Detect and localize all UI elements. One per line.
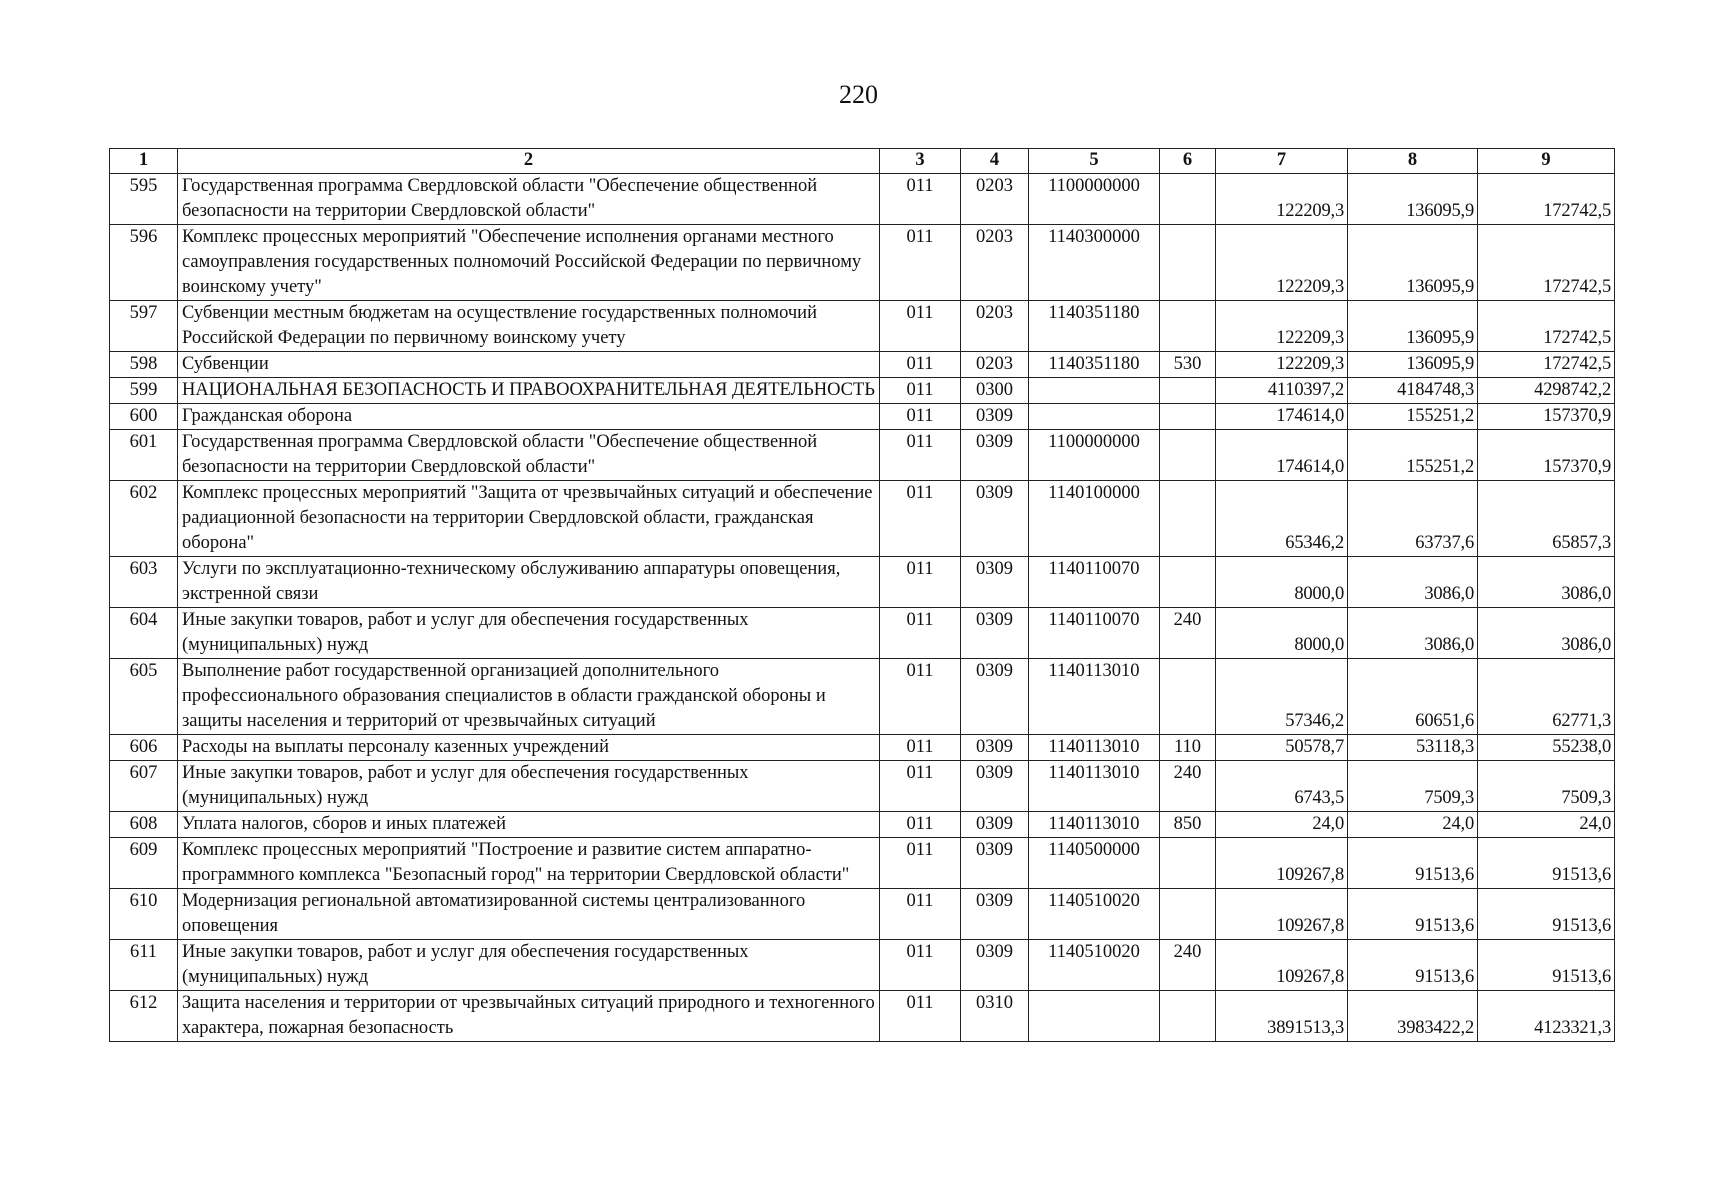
row-number: 605 bbox=[110, 659, 178, 735]
header-col-7: 7 bbox=[1216, 149, 1348, 174]
row-col-9: 91513,6 bbox=[1478, 889, 1615, 940]
row-col-7: 57346,2 bbox=[1216, 659, 1348, 735]
row-col-4: 0309 bbox=[961, 812, 1029, 838]
row-col-5: 1140500000 bbox=[1029, 838, 1160, 889]
row-col-9: 172742,5 bbox=[1478, 174, 1615, 225]
row-col-7: 122209,3 bbox=[1216, 352, 1348, 378]
row-col-8: 155251,2 bbox=[1348, 404, 1478, 430]
header-col-3: 3 bbox=[880, 149, 961, 174]
row-col-7: 6743,5 bbox=[1216, 761, 1348, 812]
row-col-7: 8000,0 bbox=[1216, 557, 1348, 608]
row-col-5: 1140113010 bbox=[1029, 812, 1160, 838]
row-col-5: 1140110070 bbox=[1029, 608, 1160, 659]
row-col-9: 55238,0 bbox=[1478, 735, 1615, 761]
row-name: Расходы на выплаты персоналу казенных учреждений bbox=[178, 735, 880, 761]
row-col-7: 109267,8 bbox=[1216, 940, 1348, 991]
row-name: Защита населения и территории от чрезвычайных ситуаций природного и техногенного характера, пожарная безопасность bbox=[178, 991, 880, 1042]
row-name: НАЦИОНАЛЬНАЯ БЕЗОПАСНОСТЬ И ПРАВООХРАНИТЕЛЬНАЯ ДЕЯТЕЛЬНОСТЬ bbox=[178, 378, 880, 404]
row-name: Иные закупки товаров, работ и услуг для обеспечения государственных (муниципальных) нужд bbox=[178, 608, 880, 659]
row-col-5: 1140113010 bbox=[1029, 735, 1160, 761]
row-col-3: 011 bbox=[880, 608, 961, 659]
row-col-8: 3086,0 bbox=[1348, 608, 1478, 659]
table-header bbox=[110, 149, 1615, 174]
table-row bbox=[110, 659, 1615, 735]
row-name: Комплекс процессных мероприятий "Построение и развитие систем аппаратно-программного комплекса "Безопасный город" на территории Свердловской области" bbox=[178, 838, 880, 889]
row-col-6: 240 bbox=[1160, 608, 1216, 659]
row-col-8: 3086,0 bbox=[1348, 557, 1478, 608]
row-number: 607 bbox=[110, 761, 178, 812]
row-col-3: 011 bbox=[880, 404, 961, 430]
row-col-9: 65857,3 bbox=[1478, 481, 1615, 557]
row-col-6 bbox=[1160, 659, 1216, 735]
row-col-6 bbox=[1160, 889, 1216, 940]
row-col-3: 011 bbox=[880, 991, 961, 1042]
row-col-8: 60651,6 bbox=[1348, 659, 1478, 735]
row-number: 612 bbox=[110, 991, 178, 1042]
row-name: Гражданская оборона bbox=[178, 404, 880, 430]
row-col-7: 174614,0 bbox=[1216, 404, 1348, 430]
row-col-4: 0309 bbox=[961, 940, 1029, 991]
row-name: Выполнение работ государственной организацией дополнительного профессионального образования специалистов в области гражданской обороны и защиты населения и территорий от чрезвычайных ситуаций bbox=[178, 659, 880, 735]
row-col-9: 4123321,3 bbox=[1478, 991, 1615, 1042]
row-col-9: 172742,5 bbox=[1478, 225, 1615, 301]
row-col-7: 65346,2 bbox=[1216, 481, 1348, 557]
row-col-6 bbox=[1160, 430, 1216, 481]
header-col-6: 6 bbox=[1160, 149, 1216, 174]
row-col-4: 0309 bbox=[961, 761, 1029, 812]
row-col-3: 011 bbox=[880, 352, 961, 378]
row-col-4: 0203 bbox=[961, 352, 1029, 378]
row-col-5: 1140351180 bbox=[1029, 301, 1160, 352]
row-col-7: 24,0 bbox=[1216, 812, 1348, 838]
row-col-4: 0309 bbox=[961, 557, 1029, 608]
row-col-9: 91513,6 bbox=[1478, 940, 1615, 991]
row-col-5: 1100000000 bbox=[1029, 174, 1160, 225]
row-col-3: 011 bbox=[880, 659, 961, 735]
table-row bbox=[110, 812, 1615, 838]
row-number: 598 bbox=[110, 352, 178, 378]
row-number: 595 bbox=[110, 174, 178, 225]
row-name: Государственная программа Свердловской области "Обеспечение общественной безопасности на территории Свердловской области" bbox=[178, 174, 880, 225]
row-col-4: 0203 bbox=[961, 225, 1029, 301]
row-col-3: 011 bbox=[880, 430, 961, 481]
table-row bbox=[110, 761, 1615, 812]
table-row bbox=[110, 889, 1615, 940]
table-row bbox=[110, 430, 1615, 481]
table-row bbox=[110, 174, 1615, 225]
row-name: Иные закупки товаров, работ и услуг для обеспечения государственных (муниципальных) нужд bbox=[178, 761, 880, 812]
table-row bbox=[110, 991, 1615, 1042]
row-col-3: 011 bbox=[880, 378, 961, 404]
row-number: 611 bbox=[110, 940, 178, 991]
row-col-8: 24,0 bbox=[1348, 812, 1478, 838]
row-name: Услуги по эксплуатационно-техническому обслуживанию аппаратуры оповещения, экстренной связи bbox=[178, 557, 880, 608]
row-col-7: 50578,7 bbox=[1216, 735, 1348, 761]
row-col-6: 530 bbox=[1160, 352, 1216, 378]
row-col-7: 122209,3 bbox=[1216, 225, 1348, 301]
row-col-6 bbox=[1160, 225, 1216, 301]
row-col-6: 110 bbox=[1160, 735, 1216, 761]
row-col-8: 53118,3 bbox=[1348, 735, 1478, 761]
row-number: 601 bbox=[110, 430, 178, 481]
row-number: 610 bbox=[110, 889, 178, 940]
row-col-3: 011 bbox=[880, 301, 961, 352]
row-col-9: 62771,3 bbox=[1478, 659, 1615, 735]
row-col-8: 91513,6 bbox=[1348, 838, 1478, 889]
table-row bbox=[110, 352, 1615, 378]
table-row bbox=[110, 301, 1615, 352]
row-number: 596 bbox=[110, 225, 178, 301]
row-col-5 bbox=[1029, 378, 1160, 404]
table-row bbox=[110, 557, 1615, 608]
row-col-5: 1140510020 bbox=[1029, 940, 1160, 991]
row-col-5: 1140510020 bbox=[1029, 889, 1160, 940]
row-col-5 bbox=[1029, 991, 1160, 1042]
row-number: 604 bbox=[110, 608, 178, 659]
row-col-3: 011 bbox=[880, 481, 961, 557]
row-col-8: 91513,6 bbox=[1348, 940, 1478, 991]
row-col-6: 850 bbox=[1160, 812, 1216, 838]
table-row bbox=[110, 608, 1615, 659]
row-col-3: 011 bbox=[880, 174, 961, 225]
header-row bbox=[110, 149, 1615, 174]
row-name: Государственная программа Свердловской области "Обеспечение общественной безопасности на территории Свердловской области" bbox=[178, 430, 880, 481]
row-col-6 bbox=[1160, 557, 1216, 608]
row-col-4: 0309 bbox=[961, 608, 1029, 659]
row-col-9: 91513,6 bbox=[1478, 838, 1615, 889]
page-number: 220 bbox=[839, 80, 878, 109]
row-col-4: 0203 bbox=[961, 174, 1029, 225]
row-col-6 bbox=[1160, 481, 1216, 557]
row-col-8: 136095,9 bbox=[1348, 301, 1478, 352]
table-row bbox=[110, 404, 1615, 430]
row-col-5 bbox=[1029, 404, 1160, 430]
row-col-4: 0309 bbox=[961, 430, 1029, 481]
table-row bbox=[110, 735, 1615, 761]
row-col-5: 1140100000 bbox=[1029, 481, 1160, 557]
row-col-5: 1140110070 bbox=[1029, 557, 1160, 608]
table-row bbox=[110, 940, 1615, 991]
row-col-4: 0203 bbox=[961, 301, 1029, 352]
row-col-4: 0309 bbox=[961, 659, 1029, 735]
row-col-4: 0309 bbox=[961, 838, 1029, 889]
row-name: Иные закупки товаров, работ и услуг для обеспечения государственных (муниципальных) нужд bbox=[178, 940, 880, 991]
row-number: 608 bbox=[110, 812, 178, 838]
row-col-3: 011 bbox=[880, 761, 961, 812]
row-col-8: 7509,3 bbox=[1348, 761, 1478, 812]
row-number: 600 bbox=[110, 404, 178, 430]
row-col-9: 4298742,2 bbox=[1478, 378, 1615, 404]
row-col-9: 157370,9 bbox=[1478, 430, 1615, 481]
row-col-7: 109267,8 bbox=[1216, 838, 1348, 889]
row-col-7: 122209,3 bbox=[1216, 174, 1348, 225]
row-col-8: 136095,9 bbox=[1348, 352, 1478, 378]
row-col-3: 011 bbox=[880, 889, 961, 940]
row-name: Комплекс процессных мероприятий "Обеспечение исполнения органами местного самоуправления государственных полномочий Российской Федерации по первичному воинскому учету" bbox=[178, 225, 880, 301]
table-row bbox=[110, 378, 1615, 404]
row-col-6: 240 bbox=[1160, 761, 1216, 812]
row-name: Модернизация региональной автоматизированной системы централизованного оповещения bbox=[178, 889, 880, 940]
row-col-9: 3086,0 bbox=[1478, 557, 1615, 608]
header-col-4: 4 bbox=[961, 149, 1029, 174]
header-col-1: 1 bbox=[110, 149, 178, 174]
row-col-9: 7509,3 bbox=[1478, 761, 1615, 812]
row-col-6 bbox=[1160, 174, 1216, 225]
row-name: Субвенции местным бюджетам на осуществление государственных полномочий Российской Федерации по первичному воинскому учету bbox=[178, 301, 880, 352]
row-col-3: 011 bbox=[880, 940, 961, 991]
row-col-4: 0309 bbox=[961, 481, 1029, 557]
row-col-9: 172742,5 bbox=[1478, 352, 1615, 378]
row-col-7: 122209,3 bbox=[1216, 301, 1348, 352]
row-col-3: 011 bbox=[880, 735, 961, 761]
row-col-6 bbox=[1160, 991, 1216, 1042]
row-col-6: 240 bbox=[1160, 940, 1216, 991]
row-name: Комплекс процессных мероприятий "Защита от чрезвычайных ситуаций и обеспечение радиационной безопасности на территории Свердловской области, гражданская оборона" bbox=[178, 481, 880, 557]
row-name: Субвенции bbox=[178, 352, 880, 378]
header-col-5: 5 bbox=[1029, 149, 1160, 174]
header-col-9: 9 bbox=[1478, 149, 1615, 174]
row-col-5: 1140113010 bbox=[1029, 659, 1160, 735]
row-col-9: 157370,9 bbox=[1478, 404, 1615, 430]
row-col-7: 109267,8 bbox=[1216, 889, 1348, 940]
row-col-3: 011 bbox=[880, 838, 961, 889]
table-row bbox=[110, 481, 1615, 557]
row-col-3: 011 bbox=[880, 812, 961, 838]
row-col-6 bbox=[1160, 378, 1216, 404]
row-number: 597 bbox=[110, 301, 178, 352]
budget-table bbox=[109, 148, 1615, 1042]
row-col-4: 0300 bbox=[961, 378, 1029, 404]
row-col-3: 011 bbox=[880, 557, 961, 608]
row-col-9: 24,0 bbox=[1478, 812, 1615, 838]
row-col-4: 0310 bbox=[961, 991, 1029, 1042]
table-body bbox=[110, 174, 1615, 1042]
table-row bbox=[110, 838, 1615, 889]
row-col-7: 174614,0 bbox=[1216, 430, 1348, 481]
row-number: 606 bbox=[110, 735, 178, 761]
row-number: 609 bbox=[110, 838, 178, 889]
table-row bbox=[110, 225, 1615, 301]
header-col-8: 8 bbox=[1348, 149, 1478, 174]
row-col-5: 1140351180 bbox=[1029, 352, 1160, 378]
row-col-5: 1140113010 bbox=[1029, 761, 1160, 812]
header-col-2: 2 bbox=[178, 149, 880, 174]
row-col-6 bbox=[1160, 838, 1216, 889]
row-col-8: 136095,9 bbox=[1348, 174, 1478, 225]
row-col-7: 3891513,3 bbox=[1216, 991, 1348, 1042]
row-col-4: 0309 bbox=[961, 735, 1029, 761]
row-col-8: 91513,6 bbox=[1348, 889, 1478, 940]
row-col-8: 4184748,3 bbox=[1348, 378, 1478, 404]
row-col-8: 63737,6 bbox=[1348, 481, 1478, 557]
row-col-9: 3086,0 bbox=[1478, 608, 1615, 659]
row-col-6 bbox=[1160, 301, 1216, 352]
row-col-7: 8000,0 bbox=[1216, 608, 1348, 659]
row-col-3: 011 bbox=[880, 225, 961, 301]
row-number: 602 bbox=[110, 481, 178, 557]
row-col-5: 1100000000 bbox=[1029, 430, 1160, 481]
row-col-9: 172742,5 bbox=[1478, 301, 1615, 352]
row-name: Уплата налогов, сборов и иных платежей bbox=[178, 812, 880, 838]
row-col-7: 4110397,2 bbox=[1216, 378, 1348, 404]
row-col-8: 155251,2 bbox=[1348, 430, 1478, 481]
row-number: 599 bbox=[110, 378, 178, 404]
row-col-8: 136095,9 bbox=[1348, 225, 1478, 301]
row-col-8: 3983422,2 bbox=[1348, 991, 1478, 1042]
row-col-5: 1140300000 bbox=[1029, 225, 1160, 301]
row-col-6 bbox=[1160, 404, 1216, 430]
row-col-4: 0309 bbox=[961, 889, 1029, 940]
row-number: 603 bbox=[110, 557, 178, 608]
row-col-4: 0309 bbox=[961, 404, 1029, 430]
